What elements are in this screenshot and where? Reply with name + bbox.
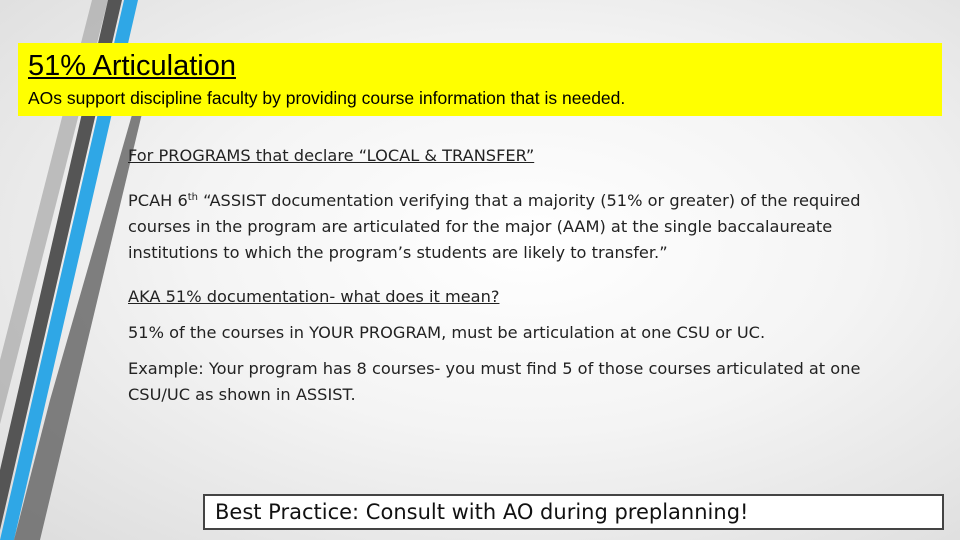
slide-title: 51% Articulation (28, 50, 236, 82)
programs-heading: For PROGRAMS that declare “LOCAL & TRANSFER” (128, 146, 535, 165)
example-text: Example: Your program has 8 courses- you must find 5 of those courses articulated at one CSU/UC as shown in ASSIST. (128, 359, 861, 404)
title-banner (18, 43, 942, 116)
best-practice-box: Best Practice: Consult with AO during preplanning! (203, 494, 944, 530)
pcah-text: “ASSIST documentation verifying that a majority (51% or greater) of the required courses in the program are articulated for the major (AAM) at the single baccalaureate institutions to which the program’s students are likely to transfer.” (128, 191, 861, 262)
pcah-prefix: PCAH 6 (128, 191, 188, 210)
pcah-quote (128, 188, 888, 266)
meaning-text: 51% of the courses in YOUR PROGRAM, must be articulation at one CSU or UC. (128, 323, 766, 342)
pcah-superscript: th (187, 192, 199, 203)
slide-body (128, 143, 888, 408)
aka-heading: AKA 51% documentation- what does it mean? (128, 287, 500, 306)
slide-subtitle: AOs support discipline faculty by providing course information that is needed. (28, 88, 626, 108)
